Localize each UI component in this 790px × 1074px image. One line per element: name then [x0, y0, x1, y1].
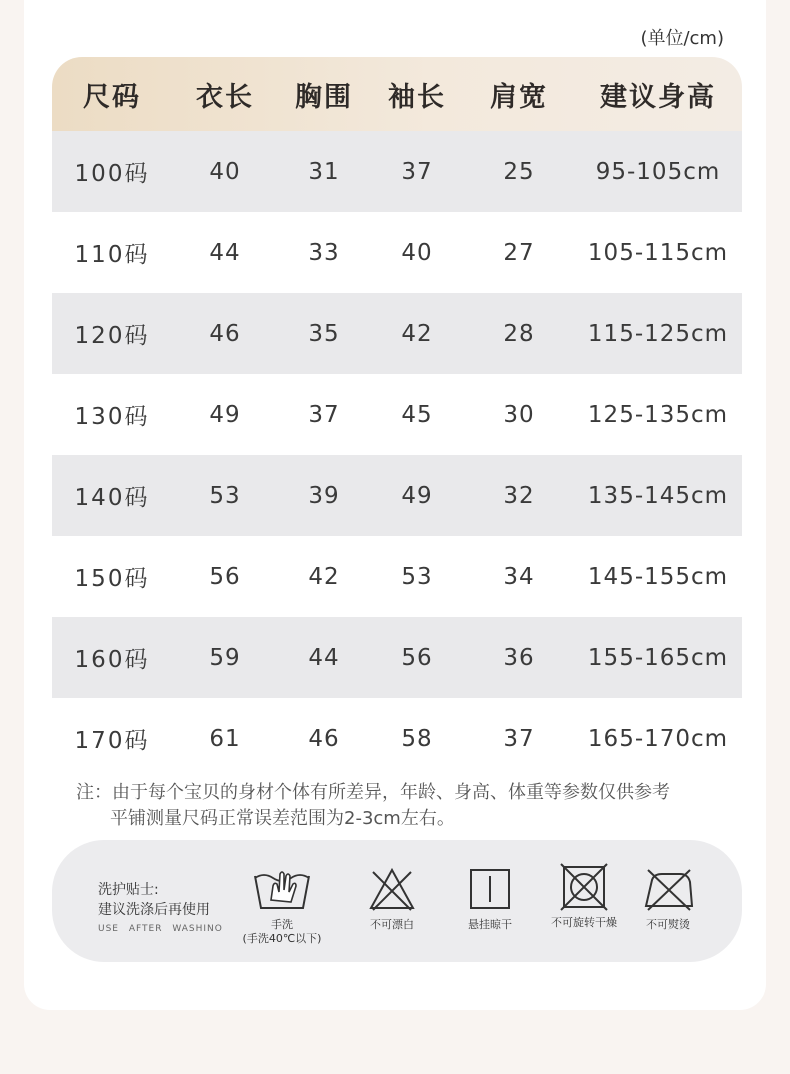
cell-length: 59	[209, 644, 241, 671]
cell-shoulder: 37	[503, 725, 535, 752]
cell-height: 135-145cm	[587, 482, 729, 509]
cell-sleeve: 45	[401, 401, 433, 428]
header-size: 尺码	[83, 81, 141, 113]
cell-height: 95-105cm	[595, 158, 721, 185]
cell-shoulder: 27	[503, 239, 535, 266]
cell-size: 100码	[74, 161, 150, 187]
cell-chest: 39	[308, 482, 340, 509]
header-chest: 胸围	[295, 81, 353, 113]
no-tumble-dry-icon	[559, 862, 609, 912]
cell-chest: 46	[308, 725, 340, 752]
care-item-no-bleach	[354, 866, 430, 932]
size-note	[76, 780, 736, 832]
no-tumble-dry-label: 不可旋转干燥	[551, 916, 617, 929]
table-row	[52, 536, 742, 617]
cell-shoulder: 28	[503, 320, 535, 347]
cell-chest: 44	[308, 644, 340, 671]
cell-shoulder: 25	[503, 158, 535, 185]
cell-sleeve: 56	[401, 644, 433, 671]
cell-height: 125-135cm	[587, 401, 729, 428]
cell-size: 120码	[74, 323, 150, 349]
cell-size: 130码	[74, 404, 150, 430]
care-item-hand-wash	[230, 866, 334, 946]
cell-height: 145-155cm	[587, 563, 729, 590]
cell-chest: 33	[308, 239, 340, 266]
care-item-no-iron	[630, 866, 706, 932]
no-iron-icon	[642, 866, 694, 912]
cell-size: 170码	[74, 728, 150, 754]
cell-chest: 42	[308, 563, 340, 590]
care-item-hang-dry	[452, 866, 528, 932]
table-row	[52, 212, 742, 293]
table-row	[52, 455, 742, 536]
cell-sleeve: 49	[401, 482, 433, 509]
no-iron-label: 不可熨烫	[646, 918, 690, 931]
cell-height: 105-115cm	[587, 239, 729, 266]
hang-dry-icon	[467, 866, 513, 912]
cell-height: 165-170cm	[587, 725, 729, 752]
cell-height: 115-125cm	[587, 320, 729, 347]
unit-note: (单位/cm)	[640, 28, 724, 49]
table-body	[52, 131, 742, 779]
cell-length: 61	[209, 725, 241, 752]
cell-size: 150码	[74, 566, 150, 592]
no-bleach-label: 不可漂白	[370, 918, 414, 931]
hand-wash-icon	[253, 866, 311, 912]
table-row	[52, 131, 742, 212]
table-row	[52, 293, 742, 374]
size-table	[52, 57, 742, 779]
care-panel	[52, 840, 742, 962]
header-sleeve: 袖长	[388, 81, 446, 113]
table-row	[52, 698, 742, 779]
care-title: 洗护贴士:	[98, 882, 159, 898]
cell-sleeve: 58	[401, 725, 433, 752]
note-line-1: 注：由于每个宝贝的身材个体有所差异，年龄、身高、体重等参数仅供参考	[76, 782, 670, 803]
no-bleach-icon	[369, 866, 415, 912]
cell-sleeve: 37	[401, 158, 433, 185]
cell-length: 40	[209, 158, 241, 185]
note-line-2: 平铺测量尺码正常误差范围为2-3cm左右。	[110, 808, 455, 829]
table-header	[52, 57, 742, 131]
header-shoulder: 肩宽	[490, 81, 548, 113]
care-subtitle: 建议洗涤后再使用	[98, 902, 210, 918]
care-english: USE AFTER WASHINO	[98, 924, 223, 934]
cell-sleeve: 53	[401, 563, 433, 590]
cell-length: 46	[209, 320, 241, 347]
cell-chest: 31	[308, 158, 340, 185]
cell-length: 56	[209, 563, 241, 590]
cell-shoulder: 34	[503, 563, 535, 590]
cell-chest: 37	[308, 401, 340, 428]
cell-sleeve: 42	[401, 320, 433, 347]
cell-height: 155-165cm	[587, 644, 729, 671]
cell-size: 160码	[74, 647, 150, 673]
cell-sleeve: 40	[401, 239, 433, 266]
header-height: 建议身高	[600, 81, 716, 113]
table-row	[52, 617, 742, 698]
header-length: 衣长	[196, 81, 254, 113]
hand-wash-label: 手洗	[271, 918, 293, 931]
cell-shoulder: 36	[503, 644, 535, 671]
care-item-no-tumble-dry	[536, 862, 632, 930]
cell-size: 140码	[74, 485, 150, 511]
cell-shoulder: 32	[503, 482, 535, 509]
hand-wash-temp-label: (手洗40℃以下)	[242, 932, 322, 945]
cell-length: 49	[209, 401, 241, 428]
care-title-block	[98, 880, 210, 920]
hang-dry-label: 悬挂晾干	[468, 918, 512, 931]
cell-shoulder: 30	[503, 401, 535, 428]
cell-length: 44	[209, 239, 241, 266]
cell-chest: 35	[308, 320, 340, 347]
table-row	[52, 374, 742, 455]
cell-length: 53	[209, 482, 241, 509]
cell-size: 110码	[74, 242, 150, 268]
